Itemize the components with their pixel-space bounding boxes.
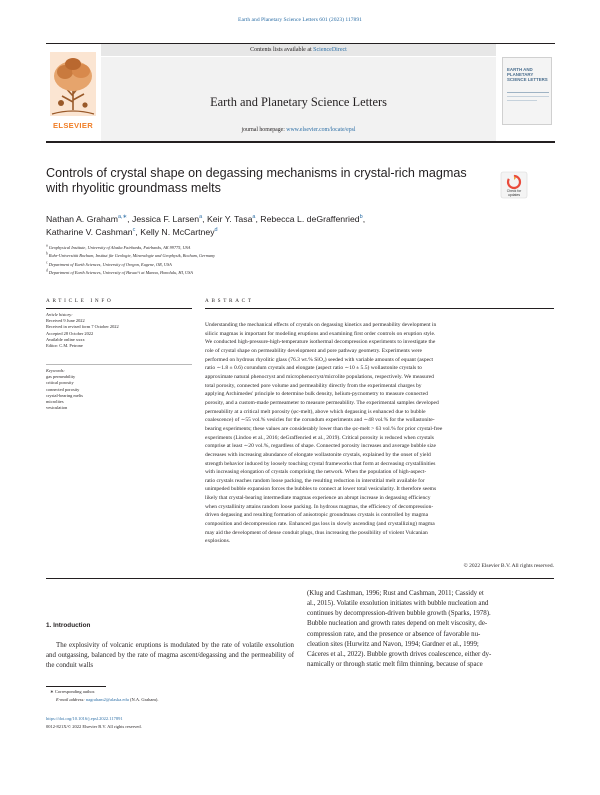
abstract-line: likely that crystal-bearing intermediate magmas experience an abrupt increase in degassing efficiency: [205, 495, 431, 502]
affiliation-label: a: [46, 243, 48, 248]
intro-left-line: of volatile exsolution and outgassing, balanced by the rate of: [46, 642, 294, 660]
abstract-line: decreases with increasing abundance of elongate wollastonite crystals, explained by the onset of yield: [205, 451, 431, 458]
affiliation-text: Geophysical Institute, University of Alaska Fairbanks, Fairbanks, AK 99775, USA: [48, 245, 191, 250]
affiliation-text: Ruhr-Universität Bochum, Institut für Geologie, Mineralogie und Geophysik, Bochum, Germany: [48, 253, 216, 259]
abstract-line: silicic magmas is important for modeling eruptions and examining first order controls on eruption style.: [205, 330, 436, 337]
intro-right-line: Cáceres et al., 2022). Bubble growth drives coalescence, either dy-: [307, 650, 492, 658]
author-separator: ,: [255, 214, 261, 224]
abstract-line: when crystallinity attains random loose packing. In hydrous magmas, the efficiency of decompression-: [205, 503, 434, 510]
cover-divider: [507, 100, 537, 101]
author-separator: ,: [135, 227, 141, 238]
abstract-line: We conducted high-pressure-high-temperature isothermal decompression experiments to investigate the: [205, 339, 436, 346]
abstract-line: coalescence) of ∼55 vol.% vesicles for the corundum experiments and ∼48 vol.% for the wollastonite-: [205, 417, 435, 424]
issn-line: 0012-821X/© 2022 Elsevier B.V. All rights reserved.: [46, 723, 142, 729]
abstract-line: comprise at least ∼20 vol.%, regardless of shape. Connected porosity increases and average bubble size: [205, 443, 436, 450]
author-affil-marker[interactable]: a: [252, 214, 256, 221]
article-info-divider: [46, 364, 192, 365]
journal-citation[interactable]: Earth and Planetary Science Letters 601 (2023) 117891: [238, 17, 362, 23]
footnote-rule: [46, 686, 106, 687]
author-separator: ,: [202, 214, 207, 224]
journal-homepage: [101, 127, 496, 133]
abstract-line: bearing experiments; these values are considerably lower than the φc-melt > 63 vol.% for prior crystal-free: [205, 425, 443, 432]
cover-divider: [507, 92, 549, 93]
author-name[interactable]: Keir Y. Tasa: [207, 214, 253, 224]
cover-title: EARTH AND PLANETARY SCIENCE LETTERS: [507, 67, 548, 82]
abstract-line: performed on hydrous rhyolitic glass (76.3 wt.% SiO₂) seeded with variable amounts of equant (aspect: [205, 356, 434, 363]
abstract-copyright: © 2022 Elsevier B.V. All rights reserved.: [463, 563, 554, 569]
author-affil-marker[interactable]: a: [199, 214, 203, 221]
elsevier-logo: [48, 50, 98, 132]
cover-divider: [507, 96, 549, 97]
corresponding-author-note: ∗ Corresponding author.: [50, 689, 96, 694]
email-suffix: (N.A. Graham).: [128, 696, 159, 702]
abstract-line: approximate natural phenocryst and microphenocryst/microlite populations, respectively. We measured: [205, 373, 434, 380]
keywords-label: Keywords:: [46, 368, 65, 373]
author-separator: ,: [362, 214, 366, 224]
article-info-heading: ARTICLE INFO: [46, 298, 114, 304]
author-affil-marker[interactable]: d: [214, 227, 218, 234]
abstract-line: ratio crystals reaches random loose packing, the resulting reduction in interstitial melt available for: [205, 477, 425, 484]
abstract-line: permeability at a critical melt porosity (φc-melt), above which degassing is enhanced due to bubble: [205, 408, 426, 415]
affiliation-text: Department of Earth Sciences, University of Hawaiʻi at Manoa, Honolulu, HI, USA: [48, 269, 193, 275]
section-heading-introduction: 1. Introduction: [46, 622, 91, 629]
author-affil-marker[interactable]: c: [132, 227, 136, 234]
email-link[interactable]: nagraham2@alaska.edu: [85, 696, 129, 702]
keyword-item: vesiculation: [46, 405, 68, 411]
affiliation-item: [46, 252, 526, 260]
contents-prefix: Contents lists available at: [250, 47, 314, 53]
intro-right-line: al., 2015). Volatile exsolution initiates with bubble nucleation and: [307, 600, 489, 608]
affiliation-item: [46, 244, 526, 252]
abstract-line: experiments (Lindoo et al., 2016; deGraffenried et al., 2019). Critical porosity is reduced when crystals: [205, 434, 434, 441]
abstract-line: unimpeded bubble expansion forces the bubbles to connect at lower total vesicularity. It therefore seems: [205, 486, 437, 493]
contents-bar: [101, 44, 496, 56]
article-info-rule: [46, 308, 192, 309]
elsevier-wordmark: ELSEVIER: [53, 121, 93, 130]
doi-link[interactable]: https://doi.org/10.1016/j.epsl.2022.117891: [46, 716, 123, 721]
abstract-heading: ABSTRACT: [205, 298, 254, 304]
abstract-line: total porosity, connected pore volume and permeability directly from the experimental charges by: [205, 382, 422, 389]
intro-right-line: compression rate, and the presence or absence of favorable nu-: [307, 630, 481, 638]
abstract-line: composition and decompression rate. Enhanced gas loss in slowly ascending (and crystallizing) magma: [205, 521, 435, 528]
author-name[interactable]: Rebecca L. deGraffenried: [260, 214, 360, 224]
footnote-block: [46, 688, 306, 703]
intro-right-line: continues by decompression-driven bubble growth (Sparks, 1978).: [307, 610, 491, 618]
history-item: Accepted 28 October 2022: [46, 330, 94, 336]
intro-left-line: magma ascent/degassing and the permeability of the conduit walls: [46, 652, 294, 670]
author-separator: ,: [127, 214, 132, 224]
intro-left-paragraph: [46, 641, 294, 671]
homepage-prefix: journal homepage:: [241, 127, 287, 133]
author-name[interactable]: Nathan A. Graham: [46, 214, 118, 224]
keyword-item: crystal-bearing melts: [46, 392, 83, 398]
abstract-line: role of crystal shape on permeability development and pore pathway geometry. Experiments were: [205, 347, 422, 354]
abstract-bottom-rule: [46, 578, 554, 579]
history-item: Received in revised form 7 October 2022: [46, 324, 119, 330]
article-history: [46, 312, 192, 349]
abstract-line: with increasing elongation of crystals comprising the network. When the population of high-aspect-: [205, 469, 427, 476]
history-item: Received 9 June 2022: [46, 318, 85, 324]
intro-right-line: (Klug and Cashman, 1996; Rust and Cashman, 2011; Cassidy et: [307, 590, 484, 597]
homepage-link[interactable]: www.elsevier.com/locate/epsl: [286, 127, 356, 133]
abstract-line: porosity, and a custom-made permeameter to measure permeability. The experimental samples developed: [205, 399, 439, 406]
author-name[interactable]: Jessica F. Larsen: [131, 214, 200, 224]
intro-right-column: [307, 589, 554, 670]
email-note: [46, 696, 306, 704]
abstract-line: driven degassing and resulting formation of anisotropic groundmass crystals is controlled by magma: [205, 512, 429, 519]
author-list: [46, 213, 506, 239]
keyword-item: gas permeability: [46, 374, 76, 380]
journal-cover[interactable]: [502, 57, 552, 125]
check-for-updates-badge[interactable]: [500, 171, 528, 199]
abstract-line: Understanding the mechanical effects of crystals on degassing kinetics and permeability development in: [205, 322, 437, 328]
history-label: Article history:: [46, 312, 73, 317]
abstract-rule: [205, 308, 554, 309]
intro-right-line: Bubble nucleation and growth rates depend on melt viscosity, de-: [307, 620, 488, 628]
author-name[interactable]: Kelly N. McCartney: [140, 227, 215, 238]
author-affil-marker[interactable]: a,∗: [117, 214, 128, 221]
elsevier-tree-icon: [48, 50, 98, 132]
intro-left-line: The explosivity of volcanic eruptions is modulated by the rate: [56, 642, 232, 649]
affiliation-label: d: [46, 268, 48, 273]
intro-right-line: cleation sites (Hurwitz and Navon, 1994; Gardner et al., 1999;: [307, 640, 479, 648]
history-item: Editor: C.M. Petrone: [46, 343, 83, 349]
badge-label: Check for updates: [506, 189, 522, 197]
affiliation-text: Department of Earth Sciences, University of Oregon, Eugene, OR, USA: [48, 261, 172, 267]
abstract-line: may aid the development of dense conduit plugs, thus increasing the possibility of violent Vulcanian: [205, 529, 428, 536]
affiliation-label: b: [46, 251, 48, 256]
keyword-item: critical porosity: [46, 380, 74, 386]
doi-block: [46, 715, 346, 730]
journal-title: Earth and Planetary Science Letters: [210, 95, 387, 109]
affiliation-item: [46, 269, 526, 277]
article-title: Controls of crystal shape on degassing mechanisms in crystal-rich magmas with rhyolitic groundmass melts: [46, 166, 467, 196]
email-label: E-mail address:: [56, 696, 86, 702]
abstract-body: [205, 321, 554, 546]
keyword-list: [46, 368, 192, 411]
affiliation-item: [46, 261, 526, 269]
abstract-line: applying Archimedes' principle to determine bulk density, helium-pycnometry to measure connected: [205, 391, 428, 398]
sciencedirect-link[interactable]: ScienceDirect: [313, 47, 347, 53]
author-affil-marker[interactable]: b: [359, 214, 363, 221]
author-name[interactable]: Katharine V. Cashman: [46, 227, 133, 238]
abstract-line: ratio ∼1.8 ± 0.6) corundum crystals and elongate (aspect ratio ∼10 ± 5.5) wollastonite crystals to: [205, 365, 422, 372]
keyword-item: connected porosity: [46, 386, 80, 392]
intro-right-line: namically or through static melt film thinning, because of space: [307, 661, 483, 669]
history-item: Available online xxxx: [46, 336, 85, 342]
abstract-line: explosions.: [205, 538, 231, 545]
affiliation-list: [46, 244, 526, 277]
abstract-line: strength behavior induced by loosely touching crystal frameworks that form at decreasing crystallinities: [205, 460, 436, 467]
affiliation-label: c: [46, 260, 48, 265]
keyword-item: microlites: [46, 399, 64, 405]
